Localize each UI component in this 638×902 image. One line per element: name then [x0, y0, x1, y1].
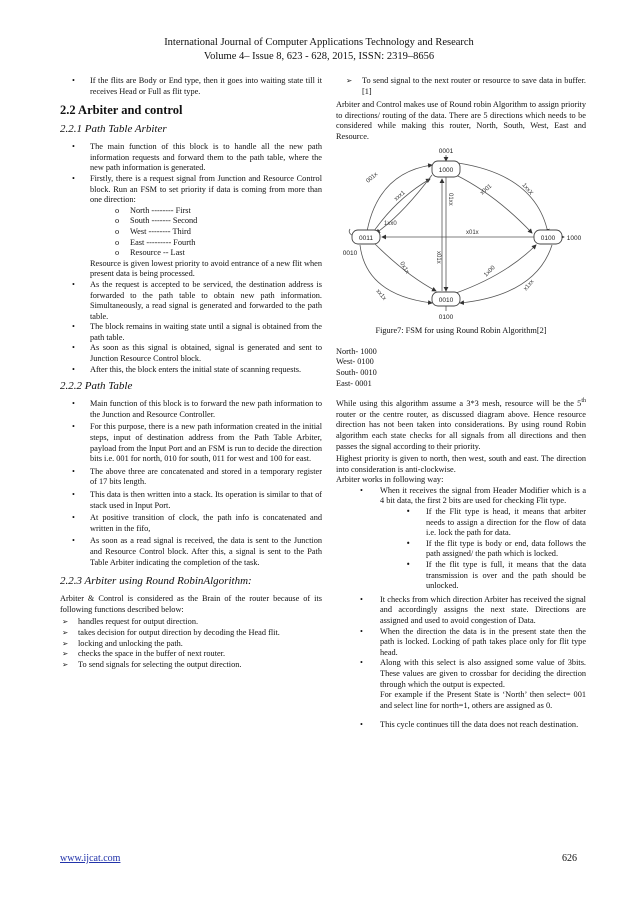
list-item: ➢ To send signal to the next router or resource to save data in buffer. [1] — [344, 76, 586, 97]
list-item-example: For example if the Present State is ‘North’ then select= 001 and select line for north=1, others are assigned as 0. — [380, 690, 586, 710]
state-label: 1000 — [566, 234, 582, 242]
paragraph — [336, 399, 586, 452]
fsm-edge — [360, 245, 432, 303]
list-item: ➢ locking and unlocking the path. — [60, 639, 322, 650]
edge-label: 1xxX — [520, 181, 534, 197]
edge-label: x1xx — [522, 278, 536, 292]
list-item: • The above three are concatenated and stored in a temporary register of 17 bits length. — [60, 467, 322, 488]
list-item: • For this purpose, there is a new path information created in the initial steps, input of destination address from the Path Table Arbiter, payload from the Input Port and an FSM is run to decide the direction bits i.e. 001 for north, 010 for south, 011 for west and 100 for east. — [60, 422, 322, 464]
list-item: • The block remains in waiting state until a signal is obtained from the path table. — [60, 322, 322, 343]
fsm-edge — [458, 163, 548, 233]
fsm-edge — [460, 245, 552, 303]
subsection-heading: 2.2.2 Path Table — [60, 380, 133, 393]
state-label: 0011 — [359, 234, 373, 242]
list-item: • If the flits are Body or End type, then it goes into waiting state till it receives Head or Full as flit type. — [60, 76, 322, 97]
edge-label: 1x00 — [483, 264, 497, 278]
continued-list — [336, 76, 586, 97]
list-item: • If the flit type is full, it means that the data transmission is over and the path should be unlocked. — [382, 560, 586, 592]
footer-url[interactable] — [60, 853, 120, 864]
paragraph: Arbiter and Control makes use of Round robin Algorithm to assign priority to directions/ routing of the data. There are 5 directions which needs to be considered while making this router, North, South, West, East and Resource. — [336, 100, 586, 141]
list-item: • At positive transition of clock, the path info is concatenated and written in the fifo, — [60, 513, 322, 534]
state-label: 0100 — [438, 313, 454, 321]
priority-item: o North -------- First — [90, 206, 322, 217]
priority-item: o East --------- Fourth — [90, 238, 322, 249]
list-item: ➢ To send signals for selecting the output direction. — [60, 660, 322, 671]
code-line: North- 1000 — [336, 346, 377, 356]
list-item: • This data is then written into a stack. Its operation is similar to that of stack used in Input Port. — [60, 490, 322, 511]
path-table-list — [60, 399, 322, 568]
list-item — [336, 658, 586, 711]
list-item: ➢ checks the space in the buffer of next router. — [60, 649, 322, 660]
fsm-edge — [456, 175, 532, 233]
fsm-diagram — [336, 145, 586, 321]
section-heading: 2.2 Arbiter and control — [60, 103, 183, 118]
state-label: 0001 — [438, 147, 454, 155]
list-item-text: Along with this select is also assigned some value of 3bits. These values are given to crossbar for deciding the direction through which the output is expected. — [380, 658, 586, 689]
state-label: 0010 — [438, 296, 454, 304]
path-table-arbiter-list — [60, 142, 322, 375]
list-item-text: Firstly, there is a request signal from Junction and Resource Control block. Run an FSM to set priority if data is coming from more than one direction: — [90, 173, 322, 205]
edge-label: 0x1x — [398, 260, 410, 275]
edge-label: xx1x — [374, 287, 387, 302]
list-item: ➢ handles request for output direction. — [60, 617, 322, 628]
list-item: ➢ takes decision for output direction by decoding the Head flit. — [60, 628, 322, 639]
arbiter-function-list — [60, 617, 322, 670]
list-item: • As soon as this signal is obtained, signal is generated and sent to Junction Resource Control block. — [60, 343, 322, 364]
direction-codes — [336, 347, 586, 389]
list-item: • If the flit type is body or end, data follows the path assigned/ the path which is locked. — [382, 539, 586, 560]
subsection-heading: 2.2.3 Arbiter using Round RobinAlgorithm: — [60, 575, 252, 588]
code-line: South- 0010 — [336, 367, 377, 377]
journal-link[interactable]: www.ijcat.com — [60, 853, 121, 864]
state-label: 0010 — [342, 249, 358, 257]
journal-header — [0, 36, 638, 64]
superscript: th — [581, 398, 586, 405]
paragraph: Arbiter works in following way: — [336, 475, 444, 485]
edge-label: x01x — [466, 229, 479, 236]
subsection-heading: 2.2.1 Path Table Arbiter — [60, 123, 167, 136]
page-number: 626 — [562, 853, 577, 864]
priority-item: o South ------- Second — [90, 216, 322, 227]
list-item: • The main function of this block is to handle all the new path information requests and forward them to the path table, where the new path information is generated. — [60, 142, 322, 174]
fsm-figure — [336, 145, 586, 325]
list-item: • As soon as a read signal is received, the data is sent to the Junction and Resource Control block. After this, a signal is sent to the Path Table Arbiter indicating the completion of the task. — [60, 536, 322, 568]
paragraph-text: router or the centre router, as discussed diagram above. Hence resource direction has not been taken into considerations. By using round Robin algorithm each state checks for all signals from all directions and then passes the signal according to their priority. — [336, 409, 586, 451]
fsm-edge — [370, 179, 430, 237]
edge-label: 1xx0 — [384, 220, 397, 227]
list-item-tail: Resource is given lowest priority to avoid entrance of a new flit when present data is being processed. — [90, 258, 322, 279]
edge-label: 01xx — [447, 192, 453, 206]
list-item: • After this, the block enters the initial state of scanning requests. — [60, 365, 322, 376]
edge-label: 001x — [365, 171, 380, 185]
list-item: • This cycle continues till the data does not reach destination. — [336, 720, 586, 731]
list-item — [60, 174, 322, 280]
journal-volume: Volume 4– Issue 8, 623 - 628, 2015, ISSN: 2319–8656 — [203, 51, 435, 62]
flit-type-list — [382, 507, 586, 592]
journal-title: International Journal of Computer Applications Technology and Research — [164, 37, 474, 48]
code-line: East- 0001 — [336, 378, 372, 388]
list-item: • If the Flit type is head, it means that arbiter needs to assign a direction for the flow of data i.e. lock the path for data. — [382, 507, 586, 539]
paragraph-text: While using this algorithm assume a 3*3 mesh, resource will be the 5 — [336, 399, 582, 409]
figure-caption: Figure7: FSM for using Round Robin Algorithm[2] — [375, 326, 547, 336]
edge-label: xxx1 — [393, 189, 407, 203]
left-column — [60, 76, 322, 673]
priority-item: o Resource -- Last — [90, 248, 322, 259]
arbiter-steps-list — [336, 486, 586, 731]
state-label: 0100 — [540, 234, 556, 242]
edge-label: x001 — [479, 183, 494, 197]
priority-item: o West -------- Third — [90, 227, 322, 238]
list-item-text: When it receives the signal from Header Modifier which is a 4 bit data, the first 2 bits are used for checking Flit type. — [380, 485, 586, 506]
code-line: West- 0100 — [336, 357, 374, 367]
edge-label: x01x — [435, 250, 441, 264]
list-item: • As the request is accepted to be serviced, the destination address is forwarded to the path table to obtain new path information. Simultaneously, a read signal is generated and forwarded to the path table. — [60, 280, 322, 322]
intro-list — [60, 76, 322, 97]
list-item — [336, 486, 586, 592]
paragraph: Arbiter & Control is considered as the Brain of the router because of its following functions described below: — [60, 594, 322, 614]
list-item: • When the direction the data is in the present state then the path is locked. Locking of path takes place only for flit type head. — [336, 627, 586, 659]
state-label: 1000 — [438, 166, 454, 174]
paragraph: Highest priority is given to north, then west, south and east. The direction into consideration is anti-clockwise. — [336, 454, 586, 474]
list-item: • Main function of this block is to forward the new path information to the Junction and Resource Controller. — [60, 399, 322, 420]
list-item: • It checks from which direction Arbiter has received the signal and accordingly assigns the next state. Directions are assigned and used to avoid congestion of Data. — [336, 595, 586, 627]
priority-list — [90, 206, 322, 259]
right-column — [336, 76, 586, 734]
